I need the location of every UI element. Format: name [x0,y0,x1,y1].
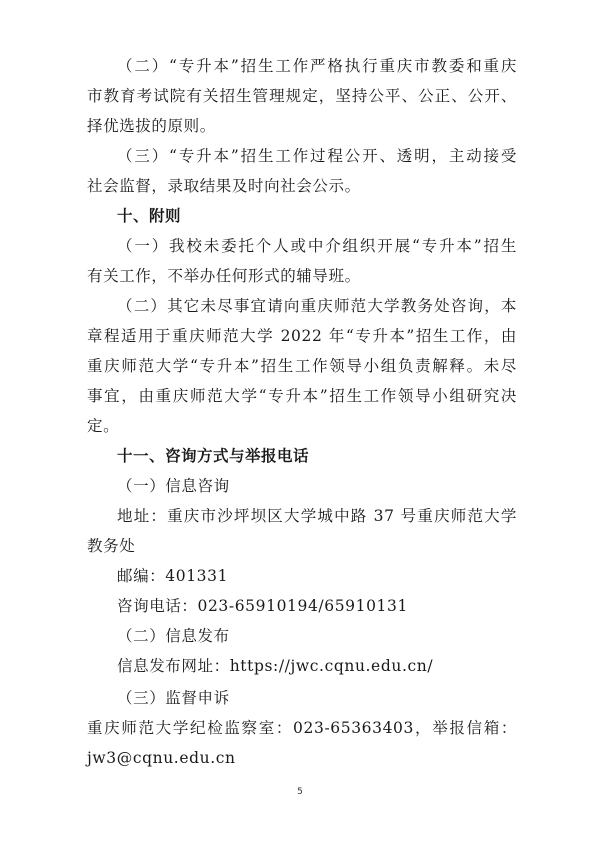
para-3-line-1: （三）“专升本”招生工作过程公开、透明，主动接受 [117,147,517,165]
para-2-line-1: （二）“专升本”招生工作严格执行重庆市教委和重庆 [117,57,517,75]
appendix-1-line-2: 有关工作，不举办任何形式的辅导班。 [87,267,361,285]
appendix-2-line-4: 事宜，由重庆师范大学“专升本”招生工作领导小组研究决 [87,387,517,405]
appendix-2-line-3: 重庆师范大学“专升本”招生工作领导小组负责解释。未尽 [87,357,517,375]
address-line-2: 教务处 [87,537,136,555]
info-publish-heading: （二）信息发布 [117,627,230,645]
para-2-line-3: 择优选拔的原则。 [87,117,216,135]
appendix-2-line-2: 章程适用于重庆师范大学 2022 年“专升本”招生工作，由 [87,327,517,345]
appendix-1-line-1: （一）我校未委托个人或中介组织开展“专升本”招生 [117,237,517,255]
supervision-line-2: jw3@cqnu.edu.cn [87,749,236,767]
consult-phone: 咨询电话：023-65910194/65910131 [117,597,408,615]
postal-code: 邮编：401331 [117,567,229,585]
supervision-line-1: 重庆师范大学纪检监察室：023-65363403，举报信箱： [87,719,517,737]
section-heading-10: 十、附则 [117,207,182,225]
appendix-2-line-1: （二）其它未尽事宜请向重庆师范大学教务处咨询，本 [117,297,517,315]
page-number: 5 [297,787,303,797]
supervision-heading: （三）监督申诉 [117,689,230,707]
para-2-line-2: 市教育考试院有关招生管理规定，坚持公平、公正、公开、 [87,87,517,105]
info-consult-heading: （一）信息咨询 [117,477,230,495]
info-publish-url: 信息发布网址：https://jwc.cqnu.edu.cn/ [117,657,434,675]
para-3-line-2: 社会监督，录取结果及时向社会公示。 [87,177,361,195]
section-heading-11: 十一、咨询方式与举报电话 [117,447,310,465]
address-line-1: 地址：重庆市沙坪坝区大学城中路 37 号重庆师范大学 [117,507,517,525]
appendix-2-line-5: 定。 [87,417,120,435]
